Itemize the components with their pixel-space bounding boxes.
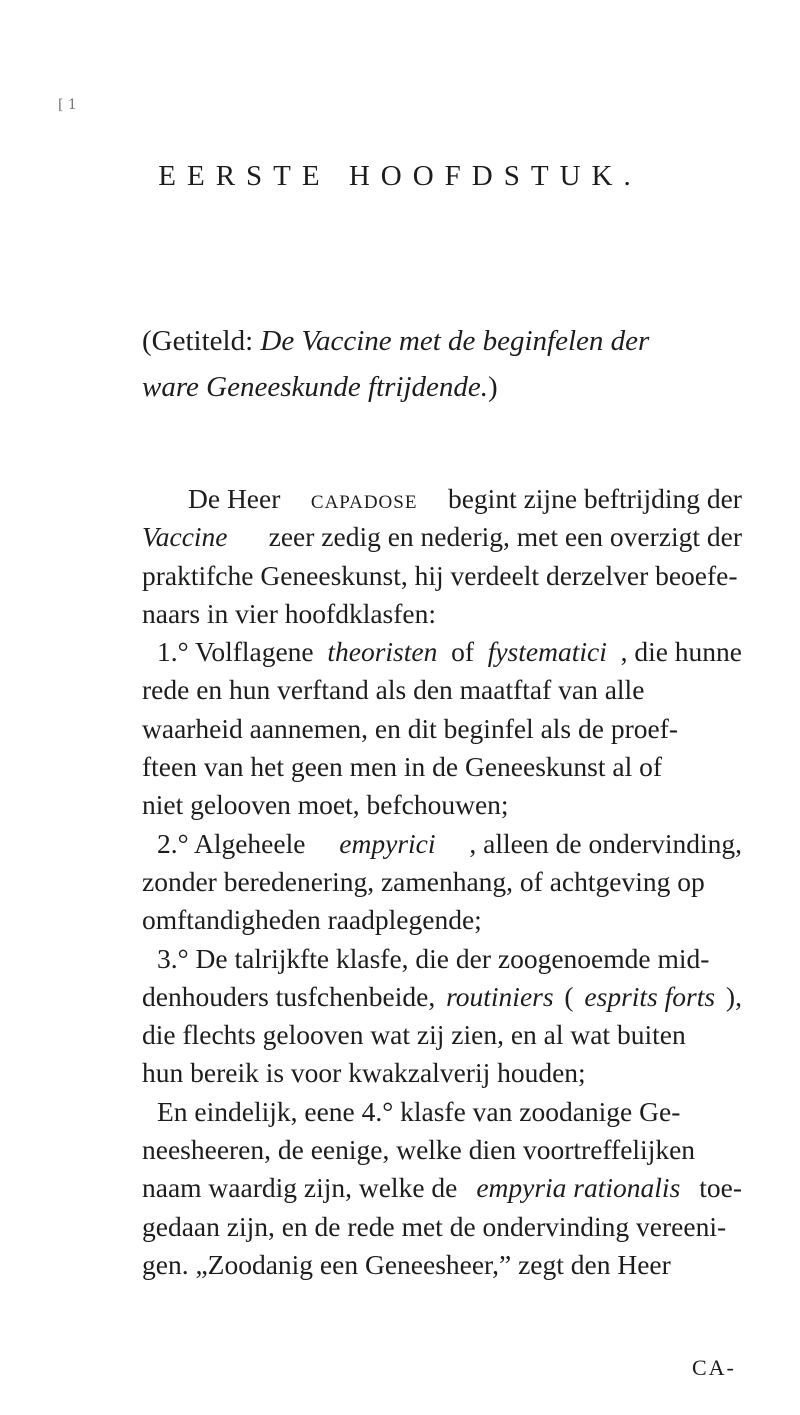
subtitle-line-1: (Getiteld: De Vaccine met de beginfelen der: [142, 325, 650, 357]
subtitle-line-2: ware Geneeskunde ftrijdende.): [142, 371, 498, 403]
text-line-3: praktifche Geneeskunst, hij verdeelt derzelver beoefe-: [142, 559, 738, 591]
text-line-1: De Heer capadose begint zijne beftrijding der: [188, 483, 742, 514]
text-line-8: fteen van het geen men in de Geneeskunst al of: [142, 751, 663, 783]
text-line-13: 3.° De talrijkfte klasfe, die der zoogenoemde mid-: [157, 942, 710, 974]
text-line-20: gedaan zijn, en de rede met de ondervinding vereeni-: [142, 1210, 727, 1242]
chapter-title: EERSTE HOOFDSTUK.: [158, 160, 642, 192]
text-line-10: 2.° Algeheele empyrici , alleen de ondervinding,: [157, 827, 742, 859]
text-line-16: hun bereik is voor kwakzalverij houden;: [142, 1057, 586, 1089]
text-line-12: omftandigheden raadplegende;: [142, 904, 482, 936]
text-line-17: En eindelijk, eene 4.° klasfe van zoodanige Ge-: [157, 1095, 681, 1127]
page-mark: [ 1: [58, 97, 77, 113]
text-line-14: denhouders tusfchenbeide, routiniers ( esprits forts ),: [142, 980, 742, 1012]
body-text: [142, 480, 742, 1284]
text-line-9: niet gelooven moet, befchouwen;: [142, 789, 509, 821]
text-line-7: waarheid aannemen, en dit beginfel als de proef-: [142, 712, 679, 744]
text-line-6: rede en hun verftand als den maatftaf van alle: [142, 674, 645, 706]
text-line-18: neesheeren, de eenige, welke dien voortreffelijken: [142, 1134, 696, 1166]
catchword: CA-: [692, 1355, 736, 1380]
chapter-subtitle: [142, 318, 742, 410]
text-line-4: naars in vier hoofdklasfen:: [142, 597, 437, 629]
text-line-5: 1.° Volflagene theoristen of fystematici , die hunne: [157, 636, 742, 668]
text-line-15: die flechts gelooven wat zij zien, en al wat buiten: [142, 1019, 686, 1051]
text-line-11: zonder beredenering, zamenhang, of achtgeving op: [142, 865, 705, 897]
text-line-19: naam waardig zijn, welke de empyria rationalis toe-: [142, 1172, 742, 1204]
text-line-2: Vaccine zeer zedig en nederig, met een overzigt der: [142, 521, 742, 553]
text-line-21: gen. „Zoodanig een Geneesheer,” zegt den Heer: [142, 1248, 671, 1280]
